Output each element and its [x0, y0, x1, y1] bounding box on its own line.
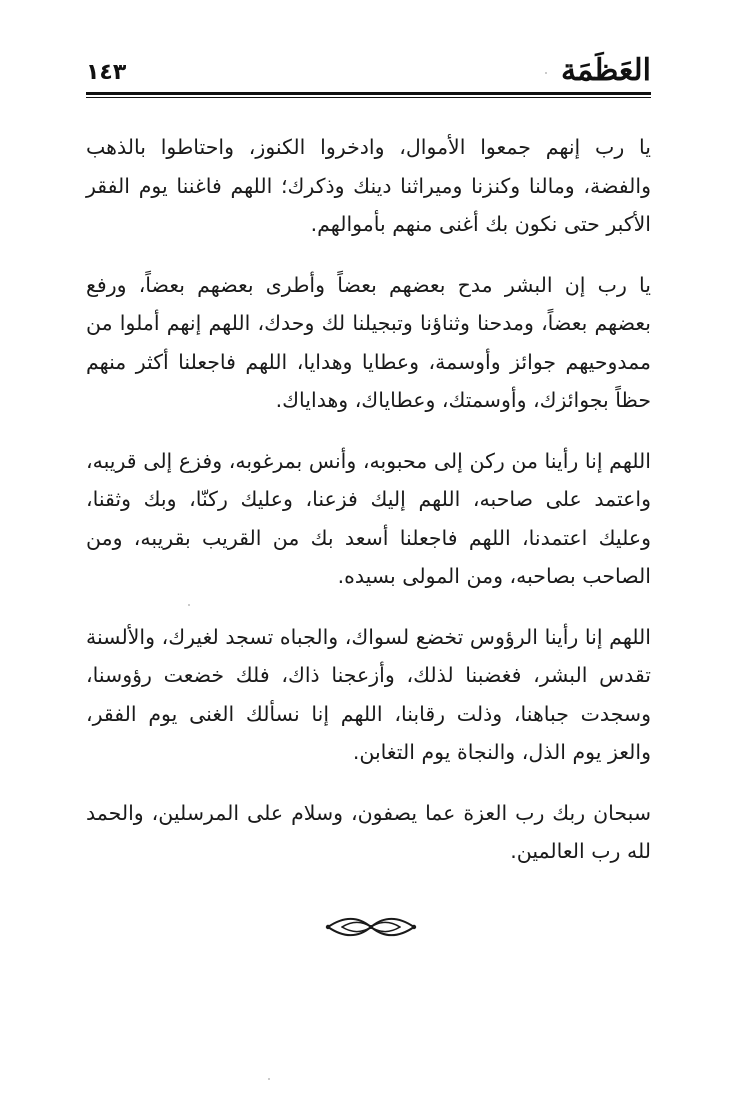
paragraph-5: سبحان ربك رب العزة عما يصفون، وسلام على المرسلين، والحمد لله رب العالمين. — [86, 800, 651, 863]
paragraph-3: اللهم إنا رأينا من ركن إلى محبوبه، وأنس بمرغوبه، وفزع إلى قريبه، واعتمد على صاحبه، اللهم إليك فزعنا، وعليك ركنّا، وبك وثقنا، وعليك اعتمدنا، اللهم فاجعلنا أسعد بك من القريب بقريبه، ومن الصاحب بصاحبه، ومن المولى بسيده. — [86, 448, 651, 588]
paper-speck — [268, 1078, 270, 1080]
page-header — [86, 52, 651, 92]
body-text — [86, 128, 651, 893]
flourish-ornament-icon — [324, 912, 418, 942]
paragraph-4: اللهم إنا رأينا الرؤوس تخضع لسواك، والجباه تسجد لغيرك، والألسنة تقدس البشر، فغضبنا لذلك، وأزعجنا ذاك، فلك خضعت رؤوسنا، وسجدت جباهنا، وذلت رقابنا، اللهم إنا نسألك الغنى يوم الفقر، والعز يوم الذل، والنجاة يوم التغابن. — [86, 624, 651, 764]
header-rule-thick — [86, 92, 651, 95]
header-rule-thin — [86, 97, 651, 98]
running-title: العَظَمَة — [561, 53, 651, 88]
paragraph-1: يا رب إنهم جمعوا الأموال، وادخروا الكنوز، واحتاطوا بالذهب والفضة، ومالنا وكنزنا وميراثنا دينك وذكرك؛ اللهم فاغننا يوم الفقر الأكبر حتى نكون بك أغنى منهم بأموالهم. — [86, 135, 651, 236]
paper-speck — [545, 72, 547, 74]
paper-speck — [188, 604, 190, 606]
page-number: ١٤٣ — [86, 60, 127, 85]
paragraph-2: يا رب إن البشر مدح بعضهم بعضاً وأطرى بعضهم بعضاً، ورفع بعضهم بعضاً، ومدحنا وثناؤنا وتبجيلنا لك وحدك، اللهم إنهم أملوا من ممدوحيهم جوائز وأوسمة، وعطايا وهدايا، اللهم فاجعلنا أكثر منهم حظاً بجوائزك، وأوسمتك، وعطاياك، وهداياك. — [86, 272, 651, 412]
